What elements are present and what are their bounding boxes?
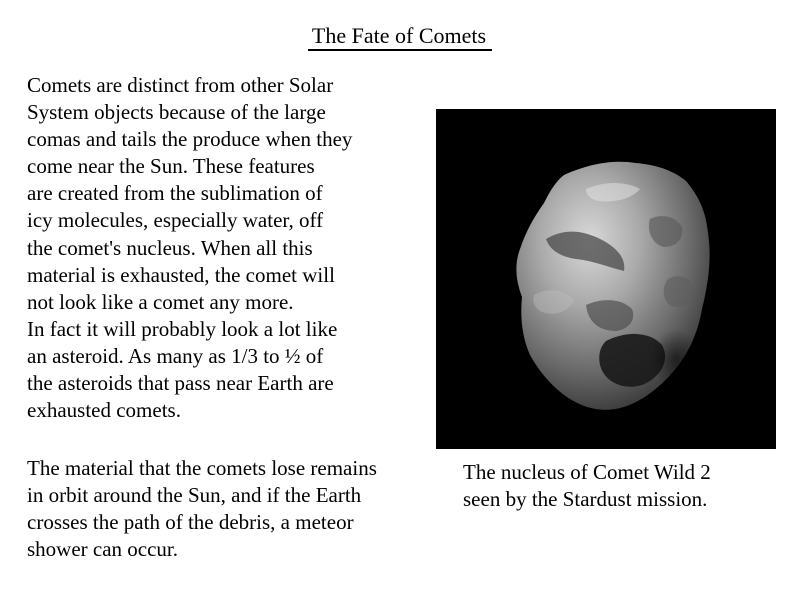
text-line: the comet's nucleus. When all this [27,235,313,260]
text-line: crosses the path of the debris, a meteor [27,510,354,535]
text-line: material is exhausted, the comet will [27,262,335,287]
slide-title-text: The Fate of Comets [308,24,492,51]
text-line: exhausted comets. [27,398,181,423]
comet-nucleus-image [436,109,776,449]
paragraph-meteor-shower [27,455,447,563]
text-line: are created from the sublimation of [27,181,323,206]
text-line: not look like a comet any more. [27,289,294,314]
text-line: in orbit around the Sun, and if the Earth [27,483,362,508]
image-caption [463,459,711,513]
text-line: System objects because of the large [27,100,326,125]
text-line: The material that the comets lose remains [27,456,377,480]
text-line: In fact it will probably look a lot like [27,316,338,341]
text-line: shower can occur. [27,537,179,562]
comet-nucleus-graphic [436,109,776,449]
text-line: icy molecules, especially water, off [27,208,324,233]
text-line: an asteroid. As many as 1/3 to ½ of [27,343,324,368]
text-line: come near the Sun. These features [27,154,315,179]
caption-line: The nucleus of Comet Wild 2 [463,460,711,484]
text-line: Comets are distinct from other Solar [27,73,334,97]
text-line: the asteroids that pass near Earth are [27,371,334,396]
text-line: comas and tails the produce when they [27,127,353,152]
paragraph-fate [27,72,447,424]
caption-line: seen by the Stardust mission. [463,487,708,511]
slide-title [0,22,800,51]
